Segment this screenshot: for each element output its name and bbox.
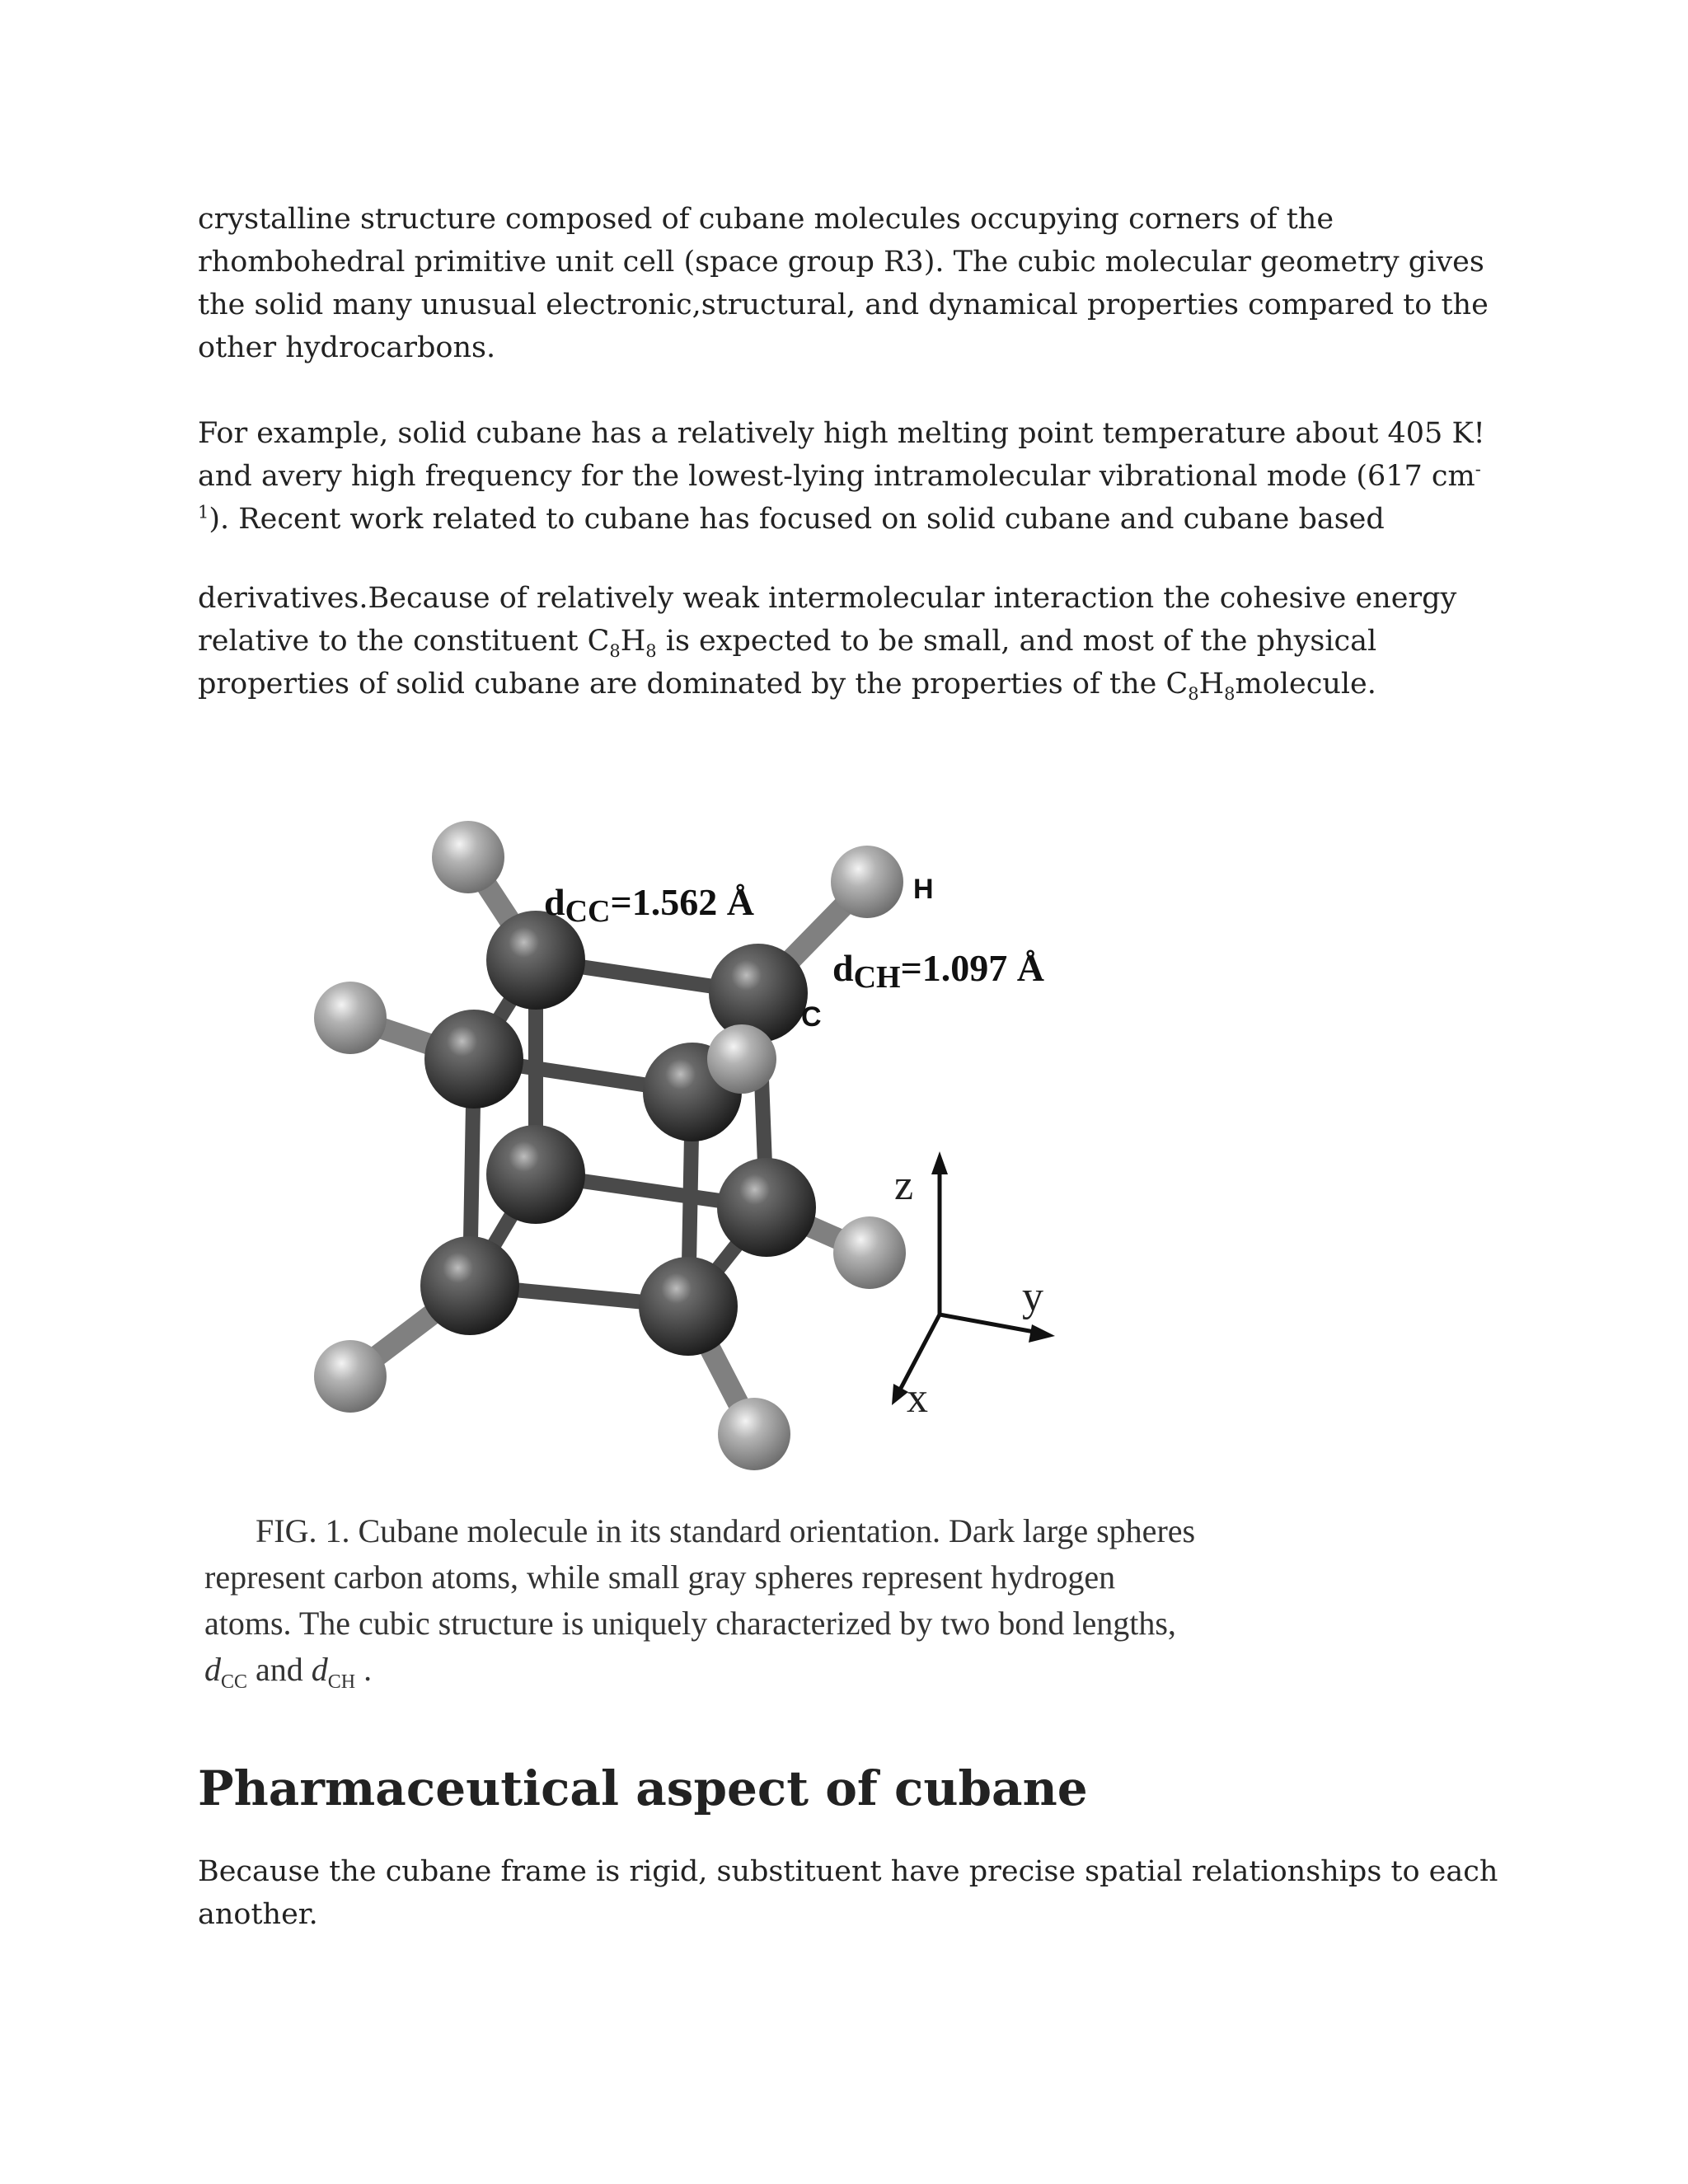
paragraph-melting-point xyxy=(198,412,1500,541)
figure-caption xyxy=(204,1508,1210,1693)
z-axis-label: z xyxy=(894,1162,914,1209)
paragraph-derivatives xyxy=(198,577,1500,705)
text: is expected to be small, and most of the physical properties of solid cubane are dominated by the properties of the C xyxy=(198,625,1377,701)
paragraph-pharmaceutical: Because the cubane frame is rigid, substituent have precise spatial relationships to each another. xyxy=(198,1855,1498,1931)
text: ). Recent work related to cubane has focused on solid cubane and cubane based xyxy=(209,503,1385,536)
caption-text: and xyxy=(247,1651,312,1688)
caption-symbol: d xyxy=(311,1651,328,1688)
x-axis-label: x xyxy=(907,1375,928,1422)
hydrogen-label: H xyxy=(913,874,934,905)
text: derivatives.Because of relatively weak intermolecular interaction the cohesive energy relative to the constituent C xyxy=(198,582,1457,658)
caption-text: . xyxy=(355,1651,373,1688)
text: H xyxy=(620,625,646,658)
text: H xyxy=(1198,668,1225,701)
superscript: -1 xyxy=(198,459,1481,523)
subscript: 8 xyxy=(1224,684,1236,704)
dch-label: dCH=1.097 Å xyxy=(832,947,1045,995)
y-axis-label: y xyxy=(1022,1273,1043,1320)
text: molecule. xyxy=(1235,668,1376,701)
caption-subscript: CH xyxy=(327,1671,356,1693)
dcc-label: dCC=1.562 Å xyxy=(544,881,754,929)
subscript: 8 xyxy=(645,641,657,661)
caption-text: FIG. 1. Cubane molecule in its standard orientation. Dark large spheres represent carbon atoms, while small gray spheres represent hydrogen atoms. The cubic structure is uniquely characterized by two bond lengths, xyxy=(204,1512,1196,1642)
paragraph-crystalline-structure: crystalline structure composed of cubane molecules occupying corners of the rhombohedral primitive unit cell (space group R3). The cubic molecular geometry gives the solid many unusual electronic,structural, and dynamical properties compared to the other hydrocarbons. xyxy=(198,203,1489,364)
caption-subscript: CC xyxy=(221,1671,248,1693)
subscript: 8 xyxy=(609,641,621,661)
carbon-label: C xyxy=(801,1001,822,1033)
caption-symbol: d xyxy=(204,1651,221,1688)
section-heading: Pharmaceutical aspect of cubane xyxy=(198,1760,1088,1816)
subscript: 8 xyxy=(1188,684,1199,704)
text: For example, solid cubane has a relatively high melting point temperature about 405 K! and avery high frequency for the lowest-lying intramolecular vibrational mode (617 cm xyxy=(198,417,1485,493)
cubane-molecule-figure xyxy=(297,779,1121,1488)
ch-bonds xyxy=(350,857,870,1434)
